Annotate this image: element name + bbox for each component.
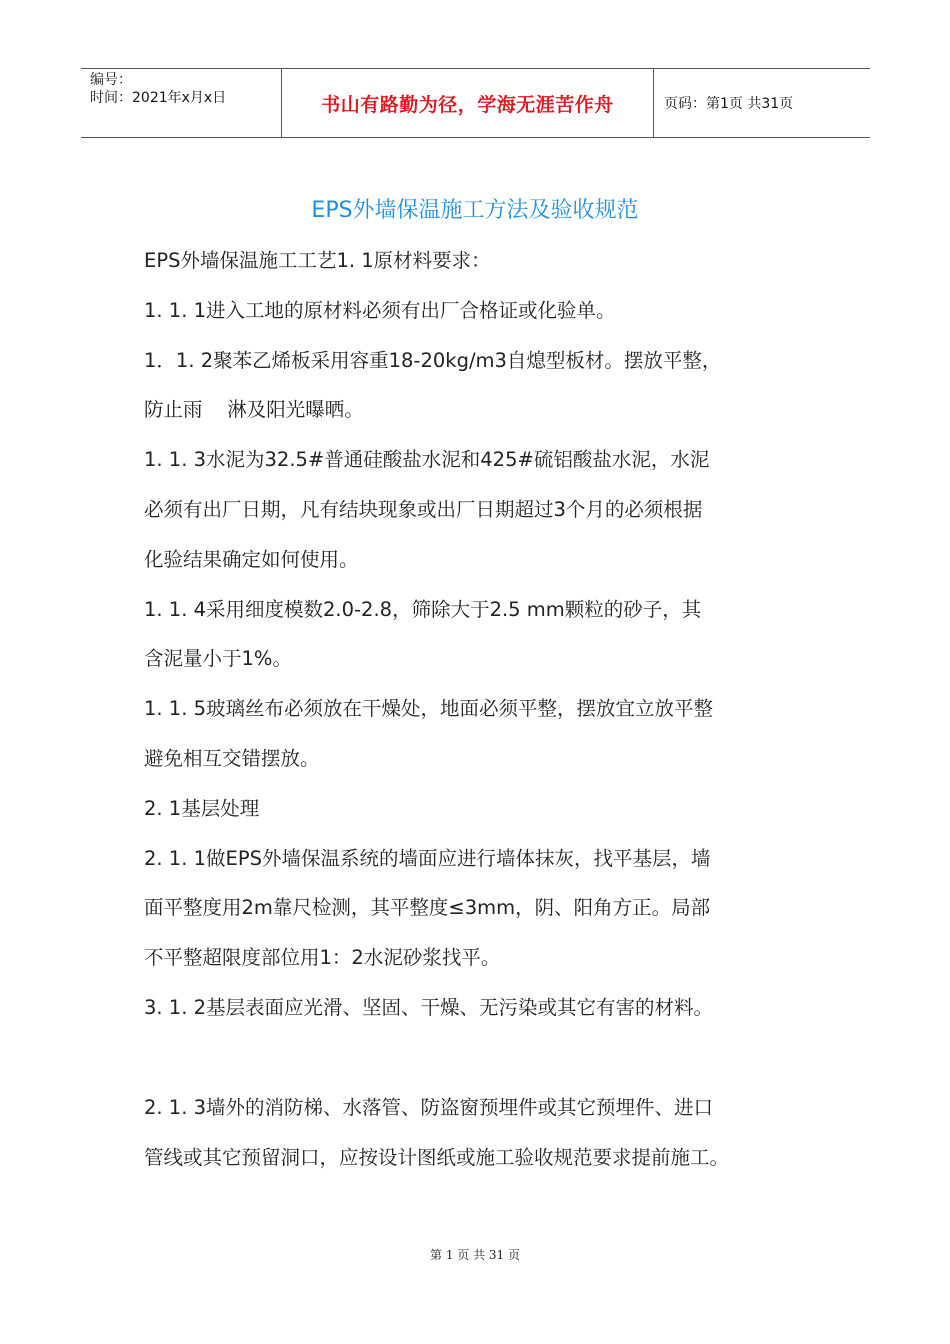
paragraph-line: 避免相互交错摆放。 [144,746,320,770]
paragraph-line: 1. 1. 4采用细度模数2.0-2.8，筛除大于2.5 mm颗粒的砂子，其 [144,597,702,621]
paragraph-line: 含泥量小于1%。 [144,647,292,671]
document-title: EPS外墙保温施工方法及验收规范 [311,198,639,223]
header-page-label: 页码：第1页 共31页 [664,96,794,112]
paragraph-line: 面平整度用2m靠尺检测，其平整度≤3mm，阴、阳角方正。局部 [144,896,711,920]
paragraph-line: 1．1. 2聚苯乙烯板采用容重18-20kg/m3自熄型板材。摆放平整， [144,348,722,372]
paragraph-line: 1. 1. 3水泥为32.5#普通硅酸盐水泥和425#硫铝酸盐水泥，水泥 [144,448,710,472]
paragraph-gap [144,1033,824,1083]
header-table [81,68,870,138]
paragraph-line: 必须有出厂日期，凡有结块现象或出厂日期超过3个月的必须根据 [144,497,703,521]
paragraph-line: 化验结果确定如何使用。 [144,547,359,571]
document-body [144,236,824,1182]
paragraph-line: 不平整超限度部位用1：2水泥砂浆找平。 [144,946,501,970]
paragraph-line: 2. 1基层处理 [144,796,260,820]
header-left-cell [81,69,281,137]
paragraph-line: 1. 1. 1进入工地的原材料必须有出厂合格证或化验单。 [144,298,616,322]
paragraph-line: EPS外墙保温施工工艺1. 1原材料要求： [144,249,491,272]
document-time-label: 时间：2021年x月x日 [90,90,227,106]
paragraph-line: 2. 1. 1做EPS外墙保温系统的墙面应进行墙体抹灰，找平基层，墙 [144,846,711,870]
header-motto: 书山有路勤为径，学海无涯苦作舟 [281,69,654,137]
paragraph-line: 2. 1. 3墙外的消防梯、水落管、防盗窗预埋件或其它预埋件、进口 [144,1095,714,1119]
paragraph-line: 1. 1. 5玻璃丝布必须放在干燥处，地面必须平整，摆放宜立放平整 [144,697,714,721]
paragraph-line: 3. 1. 2基层表面应光滑、坚固、干燥、无污染或其它有害的材料。 [144,995,714,1019]
page-footer: 第 1 页 共 31 页 [430,1248,520,1262]
paragraph-line: 管线或其它预留洞口，应按设计图纸或施工验收规范要求提前施工。 [144,1145,730,1169]
paragraph-line: 防止雨 淋及阳光曝晒。 [144,398,364,422]
document-number-label: 编号： [90,72,132,88]
